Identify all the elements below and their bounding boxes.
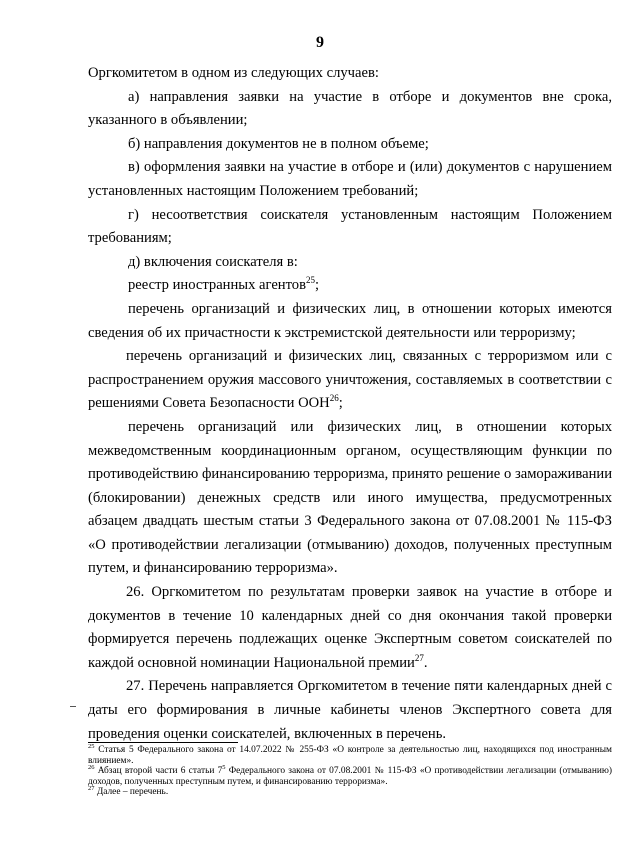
article-superscript: 5 xyxy=(222,764,226,772)
scan-artifact xyxy=(70,706,76,707)
footnote xyxy=(88,766,612,787)
footnote-ref: 25 xyxy=(305,275,315,286)
paragraph xyxy=(88,581,612,675)
paragraph: в) оформления заявки на участие в отборе и (или) документов с нарушением установленных настоящим Положением требований; xyxy=(88,159,612,199)
footnote-text: Статья 5 Федерального закона от 14.07.2022 № 255-ФЗ «О контроле за деятельностью лиц, находящихся под иностранным влиянием». xyxy=(88,745,612,766)
footnote xyxy=(88,787,612,798)
paragraph-text: реестр иностранных агентов xyxy=(128,277,306,294)
footnote-mark: 26 xyxy=(88,764,95,772)
paragraph-tail: ; xyxy=(338,395,343,412)
paragraph xyxy=(88,345,612,416)
paragraph: Оргкомитетом в одном из следующих случаев: xyxy=(88,65,379,81)
footnote-mark: 27 xyxy=(88,785,95,793)
paragraph-tail: . xyxy=(423,654,428,671)
footnote xyxy=(88,742,612,766)
page-number: 9 xyxy=(316,34,324,51)
paragraph-text: перечень организаций и физических лиц, связанных с терроризмом или с распространением оружия массового уничтожения, составляемых в соответствии с решениями Совета Безопасности ООН xyxy=(88,348,612,412)
footnote-text: Федерального закона от 07.08.2001 № 115-ФЗ «О противодействии легализации (отмыванию) доходов, полученных преступным путем, и финансированию терроризма». xyxy=(88,766,612,787)
paragraph: 27. Перечень направляется Оргкомитетом в течение пяти календарных дней с даты его формирования в личные кабинеты членов Экспертного совета для проведения оценки соискателей, включенных в перечень. xyxy=(88,678,612,742)
body-text xyxy=(88,62,612,746)
footnote-ref: 26 xyxy=(329,393,339,404)
paragraph-text: 26. Оргкомитетом по результатам проверки заявок на участие в отборе и документов в течение 10 календарных дней со дня окончания такой проверки формируется перечень подлежащих оценке Экспертным советом соискателей по каждой основной номинации Национальной премии xyxy=(88,584,612,671)
footnotes xyxy=(88,742,612,798)
paragraph: д) включения соискателя в: xyxy=(128,253,298,270)
paragraph: перечень организаций и физических лиц, в отношении которых имеются сведения об их причастности к экстремистской деятельности или терроризму; xyxy=(88,300,612,341)
paragraph: а) направления заявки на участие в отборе и документов вне срока, указанного в объявлении; xyxy=(88,88,612,129)
paragraph: перечень организаций или физических лиц, в отношении которых межведомственным координационным органом, осуществляющим функции по противодействию финансированию терроризма, принято решение о замораживании (блокировании) денежных средств или иного имущества, предусмотренных абзацем двадцать шестым статьи 3 Федерального закона от 07.08.2001 № 115-ФЗ «О противодействии легализации (отмыванию) доходов, полученных преступным путем, и финансированию терроризма». xyxy=(88,418,612,577)
footnote-mark: 25 xyxy=(88,742,95,750)
footnote-ref: 27 xyxy=(414,652,424,663)
footnote-divider xyxy=(88,742,238,743)
footnote-text: Абзац второй части 6 статьи 7 xyxy=(94,766,223,777)
footnote-text: Далее – перечень. xyxy=(94,787,169,798)
paragraph: г) несоответствия соискателя установленным настоящим Положением требованиям; xyxy=(88,206,612,247)
paragraph: б) направления документов не в полном объеме; xyxy=(128,135,429,152)
paragraph-tail: ; xyxy=(314,277,320,294)
paragraph xyxy=(88,274,612,298)
